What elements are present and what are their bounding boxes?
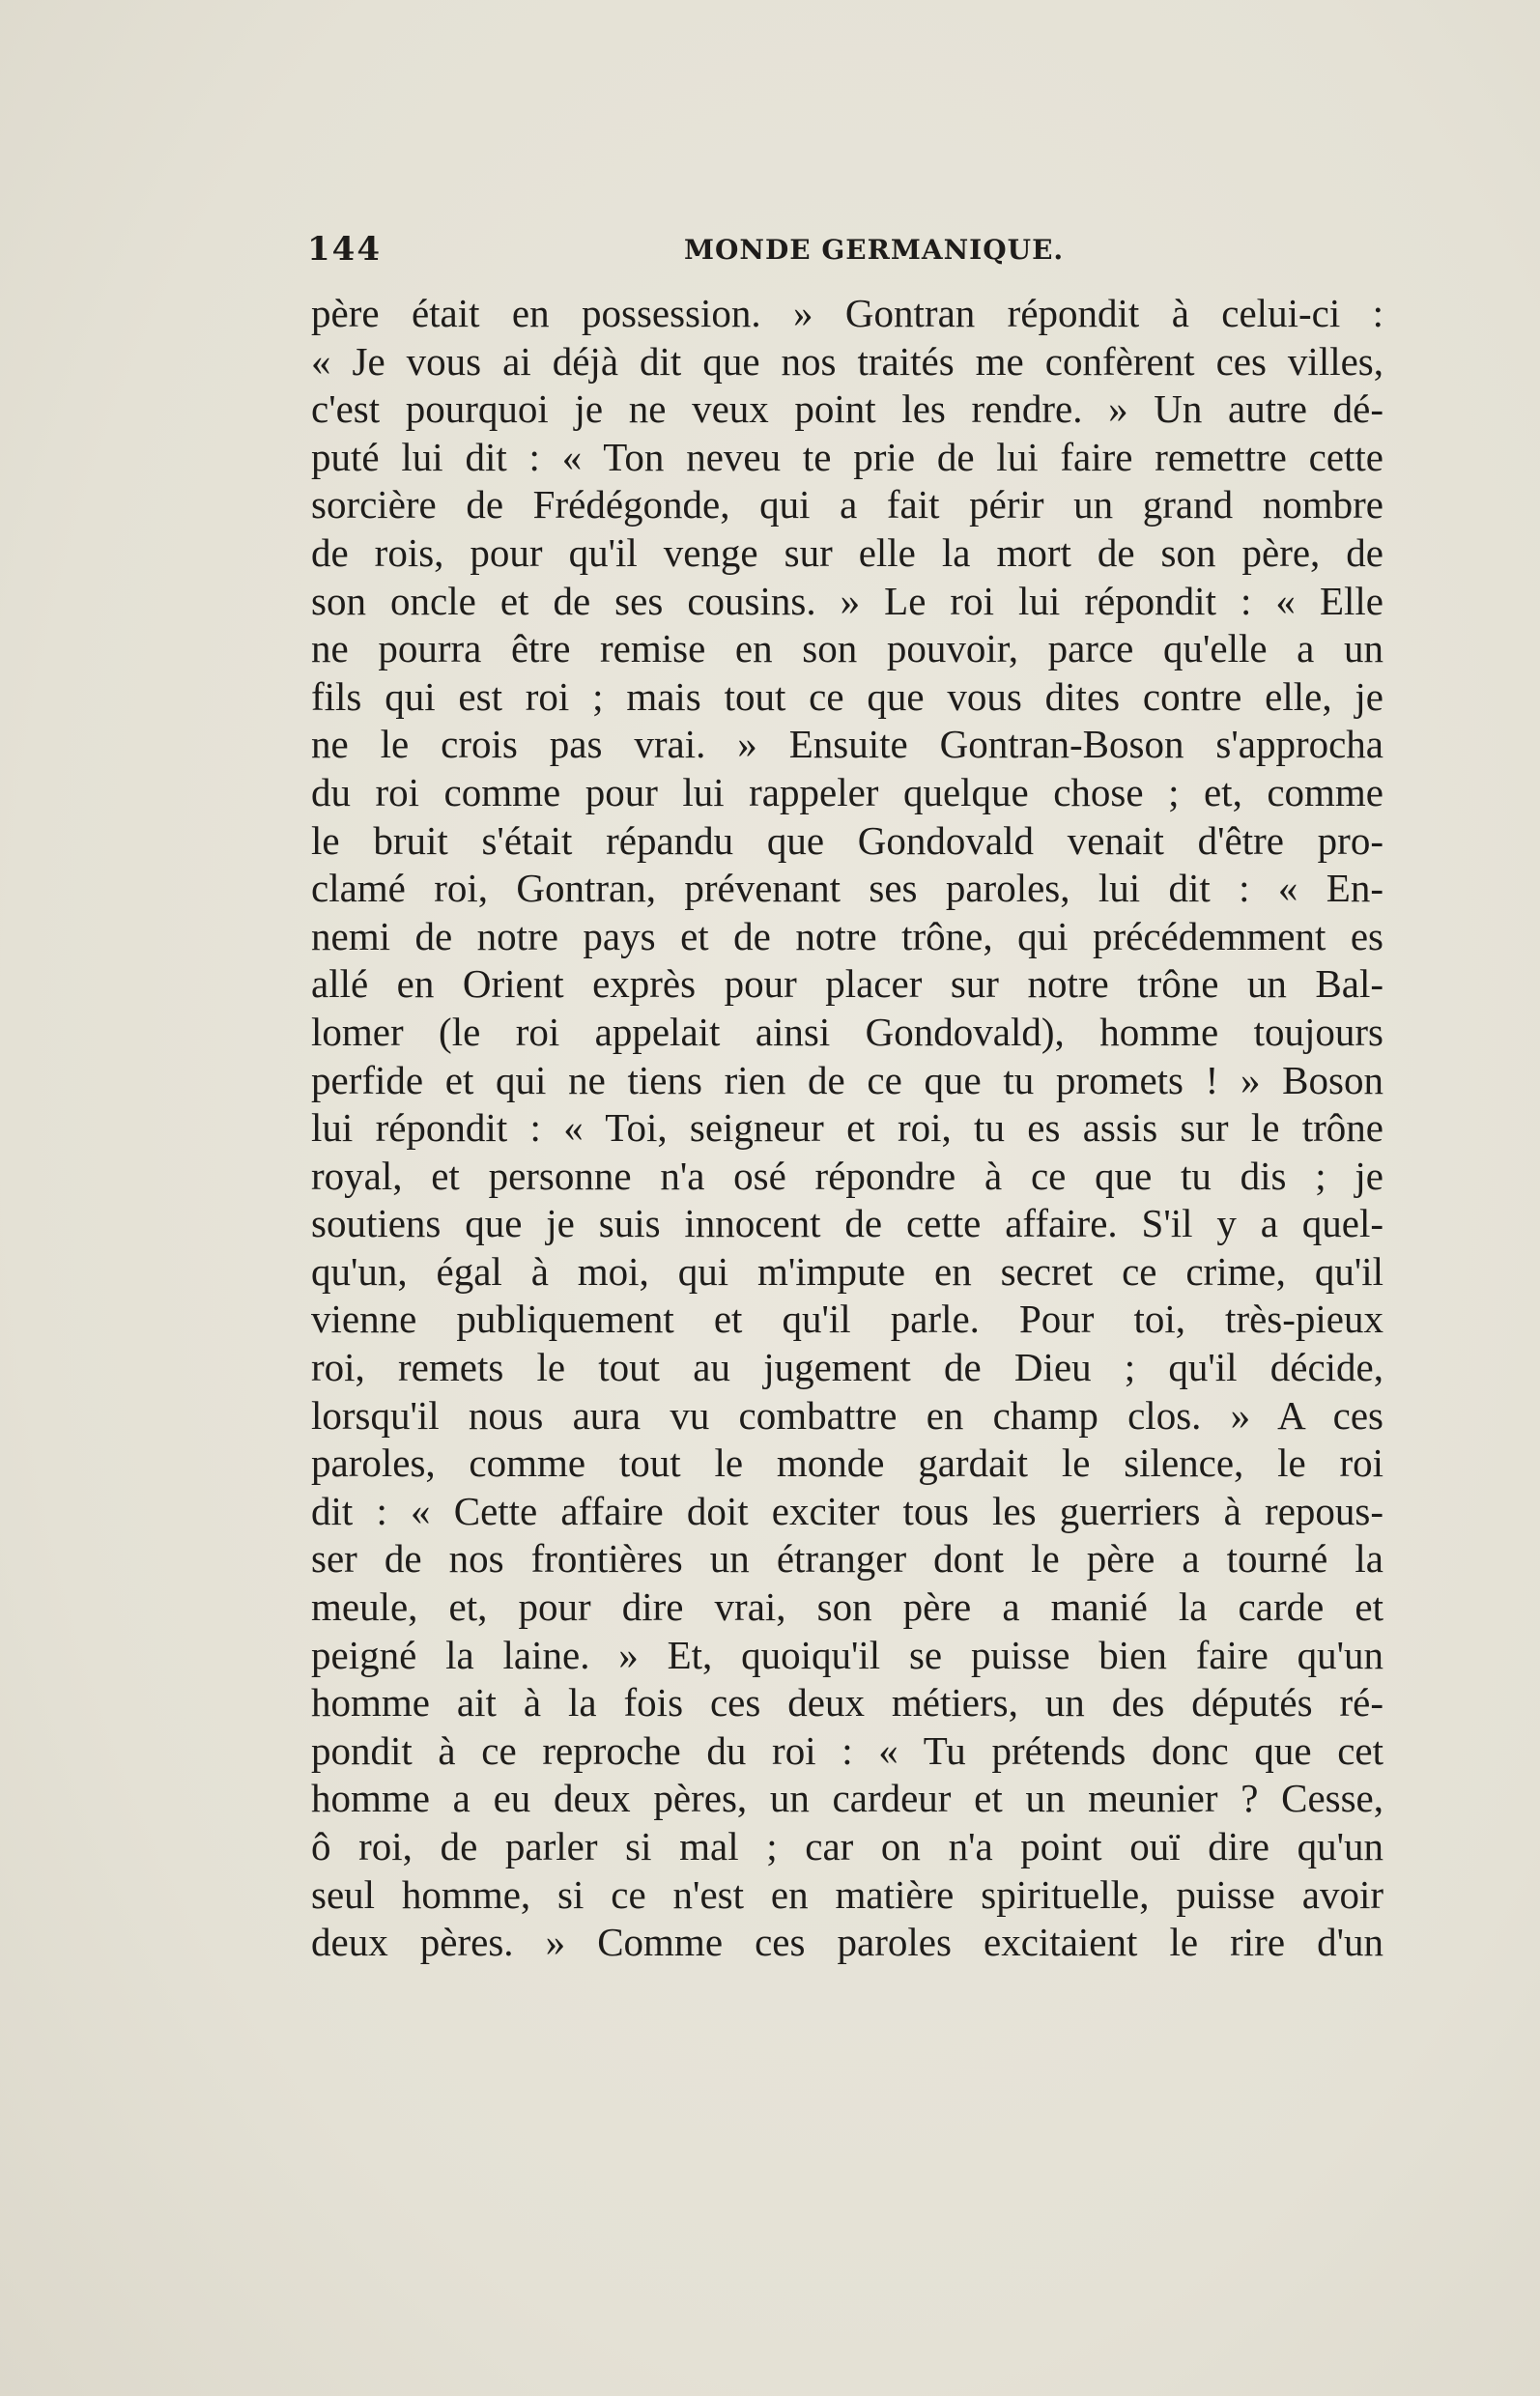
running-title: MONDE GERMANIQUE. [684, 234, 1065, 266]
page-number: 144 [307, 230, 382, 269]
text-line: puté lui dit : « Ton neveu te prie de lui faire remettre cette [311, 434, 1383, 479]
text-line: c'est pourquoi je ne veux point les rendre. » Un autre dé- [311, 386, 1383, 432]
text-line: allé en Orient exprès pour placer sur notre trône un Bal- [311, 961, 1383, 1007]
text-line: royal, et personne n'a osé répondre à ce que tu dis ; je [311, 1153, 1383, 1198]
text-line: deux pères. » Comme ces paroles excitaient le rire d'un [311, 1920, 1383, 1965]
text-line: homme ait à la fois ces deux métiers, un des députés ré- [311, 1680, 1383, 1726]
text-line: ne pourra être remise en son pouvoir, parce qu'elle a un [311, 626, 1383, 671]
text-line: roi, remets le tout au jugement de Dieu ; qu'il décide, [311, 1345, 1383, 1390]
text-line: lomer (le roi appelait ainsi Gondovald), homme toujours [311, 1009, 1383, 1054]
text-line: le bruit s'était répandu que Gondovald venait d'être pro- [311, 817, 1383, 863]
text-line: soutiens que je suis innocent de cette affaire. S'il y a quel- [311, 1201, 1383, 1246]
text-line: vienne publiquement et qu'il parle. Pour toi, très-pieux [311, 1297, 1383, 1342]
text-line: lui répondit : « Toi, seigneur et roi, tu es assis sur le trône [311, 1105, 1383, 1151]
body-text [311, 290, 1383, 1967]
text-line: du roi comme pour lui rappeler quelque chose ; et, comme [311, 769, 1383, 814]
text-line: paroles, comme tout le monde gardait le silence, le roi [311, 1440, 1383, 1486]
text-line: son oncle et de ses cousins. » Le roi lui répondit : « Elle [311, 578, 1383, 623]
text-line: de rois, pour qu'il venge sur elle la mort de son père, de [311, 529, 1383, 575]
text-line: ser de nos frontières un étranger dont le père a tourné la [311, 1536, 1383, 1582]
text-line: qu'un, égal à moi, qui m'impute en secret ce crime, qu'il [311, 1248, 1383, 1294]
text-line: homme a eu deux pères, un cardeur et un meunier ? Cesse, [311, 1776, 1383, 1821]
text-line: seul homme, si ce n'est en matière spirituelle, puisse avoir [311, 1871, 1383, 1917]
text-line: meule, et, pour dire vrai, son père a manié la carde et [311, 1584, 1383, 1630]
text-line: sorcière de Frédégonde, qui a fait périr un grand nombre [311, 482, 1383, 528]
text-line: « Je vous ai déjà dit que nos traités me confèrent ces villes, [311, 338, 1383, 384]
running-head [307, 230, 1389, 272]
text-line: fils qui est roi ; mais tout ce que vous dites contre elle, je [311, 673, 1383, 719]
text-line: dit : « Cette affaire doit exciter tous les guerriers à repous- [311, 1488, 1383, 1533]
text-line: père était en possession. » Gontran répondit à celui-ci : [311, 291, 1383, 335]
text-line: ne le crois pas vrai. » Ensuite Gontran-Boson s'approcha [311, 722, 1383, 767]
text-line: clamé roi, Gontran, prévenant ses paroles, lui dit : « En- [311, 866, 1383, 911]
text-line: pondit à ce reproche du roi : « Tu prétends donc que cet [311, 1727, 1383, 1773]
text-line: ô roi, de parler si mal ; car on n'a point ouï dire qu'un [311, 1824, 1383, 1868]
text-line: lorsqu'il nous aura vu combattre en champ clos. » A ces [311, 1392, 1383, 1438]
text-line: perfide et qui ne tiens rien de ce que tu promets ! » Boson [311, 1057, 1383, 1102]
text-line: nemi de notre pays et de notre trône, qui précédemment es [311, 913, 1383, 958]
text-line: peigné la laine. » Et, quoiqu'il se puisse bien faire qu'un [311, 1632, 1383, 1677]
